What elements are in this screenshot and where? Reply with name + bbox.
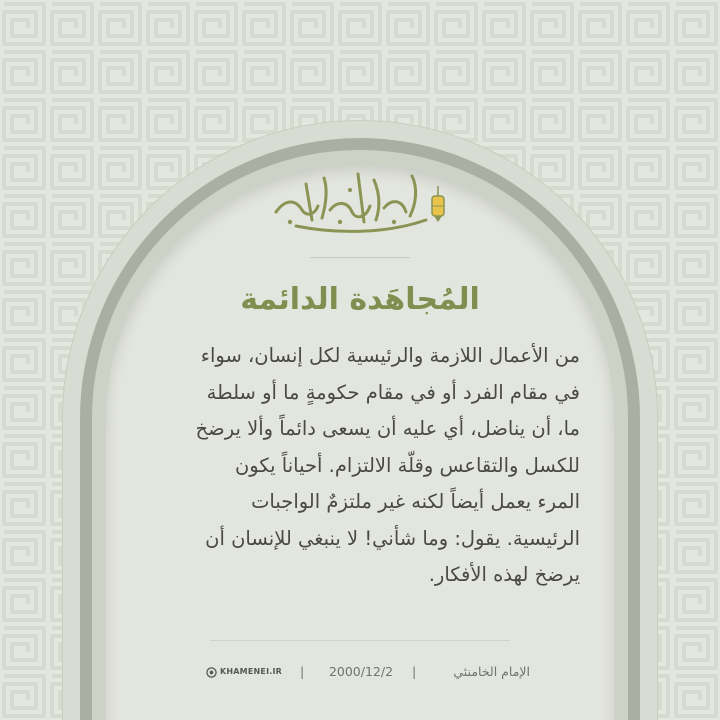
- footer-divider: [210, 640, 510, 641]
- khamenei-logo-icon: [206, 667, 217, 678]
- author-name: الإمام الخامنئي: [453, 664, 530, 679]
- quote-line: يرضخ لهذه الأفكار.: [428, 563, 580, 586]
- footer-separator: |: [300, 664, 305, 679]
- quote-body: [140, 338, 580, 594]
- quote-line: من الأعمال اللازمة والرئيسية لكل إنسان، سواء: [200, 344, 580, 367]
- quote-line: المرء يعمل أيضاً لكنه غير ملتزمٌ الواجبات: [251, 490, 580, 513]
- quote-line: ما، أن يناضل، أي عليه أن يسعى دائماً وألا يرضخ: [195, 417, 580, 440]
- site-watermark: [206, 662, 288, 682]
- quote-line: في مقام الفرد أو في مقام حكومةٍ ما أو سلطة: [206, 380, 580, 404]
- footer-separator: |: [412, 664, 417, 679]
- quote-line: الرئيسية. يقول: وما شأني! لا ينبغي للإنسان أن: [205, 526, 580, 550]
- site-url: KHAMENEI.IR: [220, 667, 283, 676]
- page-title: المُجاهَدة الدائمة: [240, 282, 480, 317]
- quote-line: للكسل والتقاعس وقلّة الالتزام. أحياناً يكون: [234, 453, 580, 477]
- quote-date: 2000/12/2: [328, 664, 394, 679]
- ramadan-calligraphy-logo: [266, 160, 456, 240]
- header-divider: [310, 257, 410, 258]
- lantern-icon: [432, 186, 444, 222]
